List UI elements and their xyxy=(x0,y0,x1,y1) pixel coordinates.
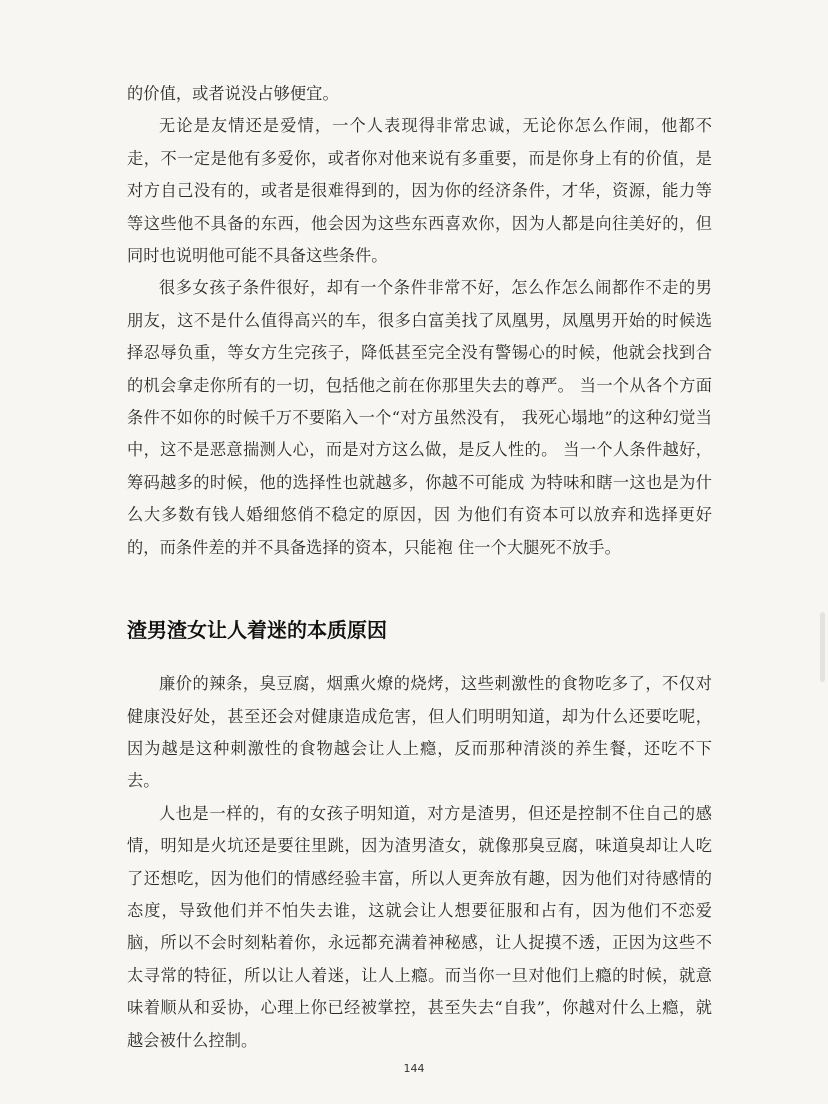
page-content xyxy=(127,78,712,1057)
title-gap xyxy=(127,646,712,668)
page-number: 144 xyxy=(403,1062,425,1075)
section-gap xyxy=(127,564,712,614)
paragraph-loyalty: 无论是友情还是爱情，一个人表现得非常忠诚，无论你怎么作闹，他都不走，不一定是他有多爱你，或者你对他来说有多重要，而是你身上有的价值，是对方自己没有的，或者是很难得到的，因为你的经济条件，才华，资源，能力等等这些他不具备的东西，他会因为这些东西喜欢你，因为人都是向往美好的，但同时也说明他可能不具备这些条件。 xyxy=(127,116,712,266)
scrollbar-thumb[interactable] xyxy=(820,612,825,682)
paragraph-continuation: 的价值，或者说没占够便宜。 xyxy=(127,84,339,103)
paragraph-spicy-food: 廉价的辣条，臭豆腐，烟熏火燎的烧烤，这些刺激性的食物吃多了，不仅对健康没好处，甚至还会对健康造成危害，但人们明明知道，却为什么还要吃呢，因为越是这种刺激性的食物越会让人上瘾，反而那种清淡的养生餐，还吃不下去。 xyxy=(127,674,712,791)
paragraph-conditions: 很多女孩子条件很好，却有一个条件非常不好，怎么作怎么闹都作不走的男朋友，这不是什么值得高兴的车，很多白富美找了凤凰男，凤凰男开始的时候选择忍辱负重，等女方生完孩子，降低甚至完全没有警锡心的时候，他就会找到合的机会拿走你所有的一切，包括他之前在你那里失去的尊严。 当一个从各个方面条件不如你的时候千万不要陷入一个“对方虽然没有， 我死心塌地”的这种幻觉当中，这不是恶意揣测人心，而是对方这么做，是反人性的。 当一个人条件越好，筹码越多的时候，他的选择性也就越多，你越不可能成 为特味和瞎一这也是为什么大多数有钱人婚细悠俏不稳定的原因，因 为他们有资本可以放弃和选择更好的，而条件差的并不具备选择的资本，只能袍 住一个大腿死不放手。 xyxy=(127,278,712,557)
section-title: 渣男渣女让人着迷的本质原因 xyxy=(127,618,387,643)
paragraph-people: 人也是一样的，有的女孩子明知道，对方是渣男，但还是控制不住自己的感情，明知是火坑还是要往里跳，因为渣男渣女，就像那臭豆腐，味道臭却让人吃了还想吃，因为他们的情感经验丰富，所以人更奔放有趣，因为他们对待感情的态度，导致他们并不怕失去谁，这就会让人想要征服和占有，因为他们不恋爱脑，所以不会时刻粘着你，永远都充满着神秘感，让人捉摸不透，正因为这些不太寻常的特征，所以让人着迷，让人上瘾。而当你一旦对他们上瘾的时候，就意味着顺从和妥协，心理上你已经被掌控，甚至失去“自我”，你越对什么上瘾，就越会被什么控制。 xyxy=(127,803,712,1050)
